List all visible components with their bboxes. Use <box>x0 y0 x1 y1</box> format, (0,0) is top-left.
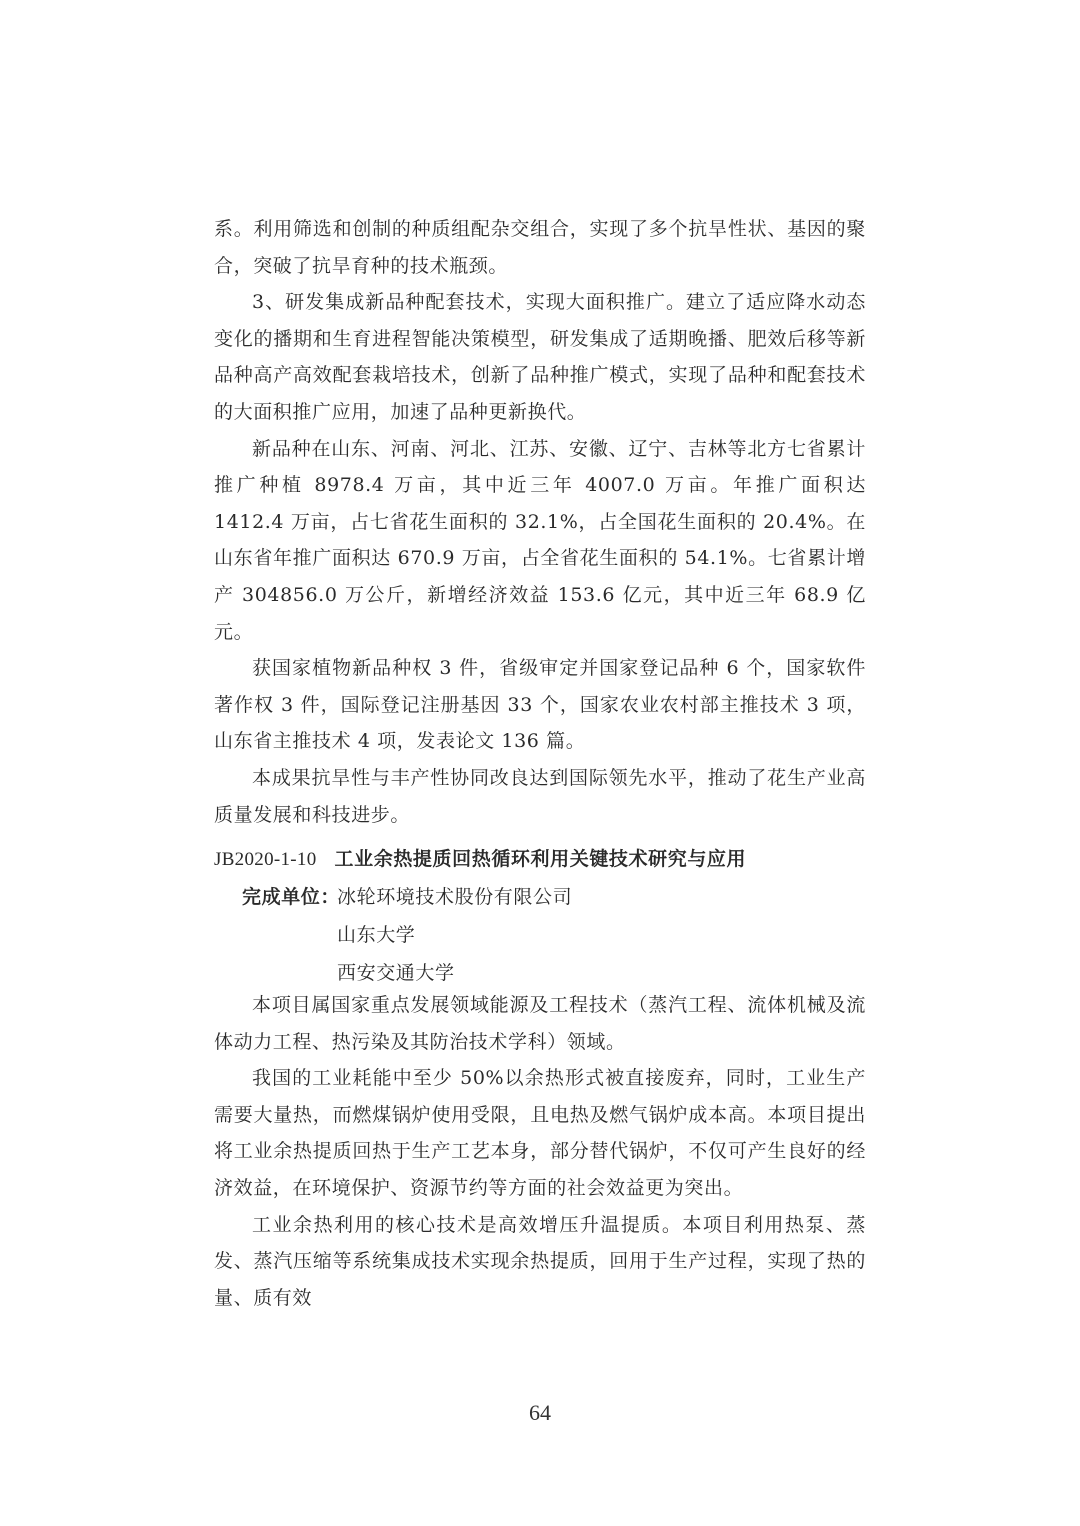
units-row-1 <box>242 878 572 916</box>
paragraph-continuation: 系。利用筛选和创制的种质组配杂交组合，实现了多个抗旱性状、基因的聚合，突破了抗旱育种的技术瓶颈。 <box>214 218 866 277</box>
project-code: JB2020-1-10 <box>214 849 317 870</box>
paragraph-item-3: 3、研发集成新品种配套技术，实现大面积推广。建立了适应降水动态变化的播期和生育进程智能决策模型，研发集成了适期晚播、肥效后移等新品种高产高效配套栽培技术，创新了品种推广模式，实现了品种和配套技术的大面积推广应用，加速了品种更新换代。 <box>214 291 866 423</box>
paragraph-conclusion: 本成果抗旱性与丰产性协同改良达到国际领先水平，推动了花生产业高质量发展和科技进步。 <box>214 766 866 826</box>
units-label: 完成单位： <box>242 886 341 908</box>
units-row-2 <box>242 916 572 954</box>
page-number: 64 <box>529 1400 551 1425</box>
unit-name: 山东大学 <box>337 924 416 946</box>
project-title: 工业余热提质回热循环利用关键技术研究与应用 <box>334 848 747 870</box>
paragraph-field: 本项目属国家重点发展领域能源及工程技术（蒸汽工程、流体机械及流体动力工程、热污染及其防治技术学科）领域。 <box>214 994 866 1053</box>
completion-units <box>242 878 572 992</box>
paragraph-achievements: 获国家植物新品种权 3 件，省级审定并国家登记品种 6 个，国家软件著作权 3 件，国际登记注册基因 33 个，国家农业农村部主推技术 3 项，山东省主推技术 4 项，发表论文 136 篇。 <box>214 657 866 753</box>
unit-name: 西安交通大学 <box>337 962 455 984</box>
project-heading <box>214 841 746 878</box>
paragraph-background: 我国的工业耗能中至少 50%以余热形式被直接废弃，同时，工业生产需要大量热，而燃煤锅炉使用受限，且电热及燃气锅炉成本高。本项目提出将工业余热提质回热于生产工艺本身，部分替代锅炉，不仅可产生良好的经济效益，在环境保护、资源节约等方面的社会效益更为突出。 <box>214 1067 866 1199</box>
paragraph-core-tech: 工业余热利用的核心技术是高效增压升温提质。本项目利用热泵、蒸发、蒸汽压缩等系统集成技术实现余热提质，回用于生产过程，实现了热的量、质有效 <box>214 1213 866 1309</box>
body-text-upper <box>214 211 866 833</box>
body-text-lower <box>214 987 866 1316</box>
paragraph-promotion-stats: 新品种在山东、河南、河北、江苏、安徽、辽宁、吉林等北方七省累计推广种植 8978.4 万亩，其中近三年 4007.0 万亩。年推广面积达 1412.4 万亩，占七省花生面积的 32.1%，占全国花生面积的 20.4%。在山东省年推广面积达 670.9 万亩，占全省花生面积的 54.1%。七省累计增产 304856.0 万公斤，新增经济效益 153.6 亿元，其中近三年 68.9 亿元。 <box>214 437 866 643</box>
unit-name: 冰轮环境技术股份有限公司 <box>337 886 573 908</box>
